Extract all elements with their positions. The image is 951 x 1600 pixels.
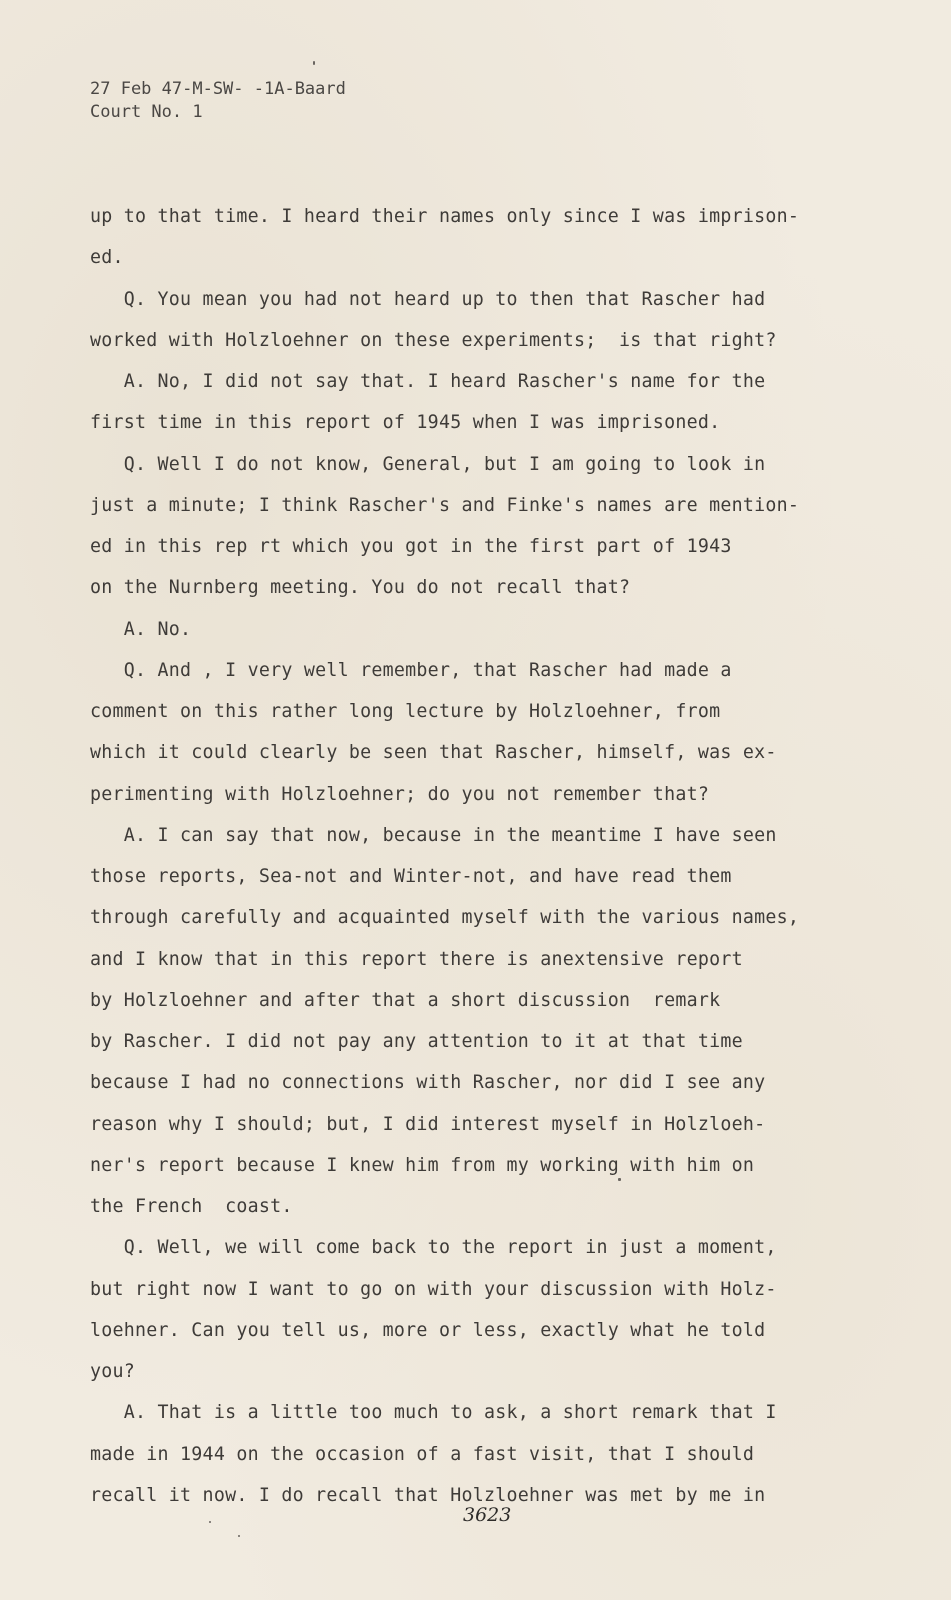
transcript-line: because I had no connections with Rascher, nor did I see any (90, 1072, 766, 1094)
transcript-line: by Holzloehner and after that a short discussion remark (90, 989, 721, 1011)
transcript-line: just a minute; I think Rascher's and Finke's names are mention- (90, 494, 800, 516)
scan-speck (238, 1535, 240, 1537)
transcript-line: perimenting with Holzloehner; do you not remember that? (90, 783, 710, 805)
transcript-body (90, 196, 870, 1516)
header-line-date-case: 27 Feb 47-M-SW- -1A-Baard (90, 79, 346, 99)
transcript-line: but right now I want to go on with your discussion with Holz- (90, 1278, 777, 1300)
transcript-line: A. No, I did not say that. I heard Rascher's name for the (90, 371, 766, 392)
transcript-line: Q. Well I do not know, General, but I am going to look in (90, 453, 766, 475)
transcript-line: worked with Holzloehner on these experiments; is that right? (90, 329, 777, 351)
document-header (90, 78, 346, 124)
transcript-line: Q. And , I very well remember, that Rascher had made a (90, 659, 732, 681)
page-number: 3623 (463, 1504, 512, 1526)
header-line-court: Court No. 1 (90, 102, 203, 122)
transcript-line: you? (90, 1361, 136, 1382)
transcript-line: comment on this rather long lecture by Holzloehner, from (90, 701, 721, 722)
transcript-line: by Rascher. I did not pay any attention to it at that time (90, 1031, 743, 1052)
transcript-line: loehner. Can you tell us, more or less, exactly what he told (90, 1319, 766, 1341)
transcript-line: made in 1944 on the occasion of a fast visit, that I should (90, 1443, 755, 1465)
transcript-line: A. No. (90, 618, 192, 640)
transcript-line: on the Nurnberg meeting. You do not recall that? (90, 577, 631, 599)
transcript-line: ed. (90, 247, 124, 269)
transcript-line: which it could clearly be seen that Rascher, himself, was ex- (90, 742, 777, 764)
transcript-line: Q. You mean you had not heard up to then that Rascher had (90, 288, 766, 310)
transcript-line: A. I can say that now, because in the meantime I have seen (90, 824, 777, 846)
scan-speck (618, 1178, 621, 1181)
transcript-line: ed in this rep rt which you got in the first part of 1943 (90, 536, 732, 557)
transcript-line: first time in this report of 1945 when I was imprisoned. (90, 412, 721, 434)
scan-speck (313, 61, 315, 65)
transcript-line: recall it now. I do recall that Holzloehner was met by me in (90, 1484, 766, 1506)
transcript-line: and I know that in this report there is anextensive report (90, 948, 743, 970)
scan-speck (209, 1521, 211, 1523)
transcript-line: up to that time. I heard their names only since I was imprison- (90, 206, 800, 227)
transcript-line: the French coast. (90, 1196, 293, 1217)
transcript-line: reason why I should; but, I did interest myself in Holzloeh- (90, 1113, 766, 1135)
transcript-line: A. That is a little too much to ask, a short remark that I (90, 1402, 777, 1424)
transcript-line: those reports, Sea-not and Winter-not, and have read them (90, 866, 732, 887)
transcript-line: ner's report because I knew him from my working with him on (90, 1154, 755, 1176)
transcript-line: Q. Well, we will come back to the report in just a moment, (90, 1237, 777, 1259)
transcript-line: through carefully and acquainted myself with the various names, (90, 907, 800, 929)
